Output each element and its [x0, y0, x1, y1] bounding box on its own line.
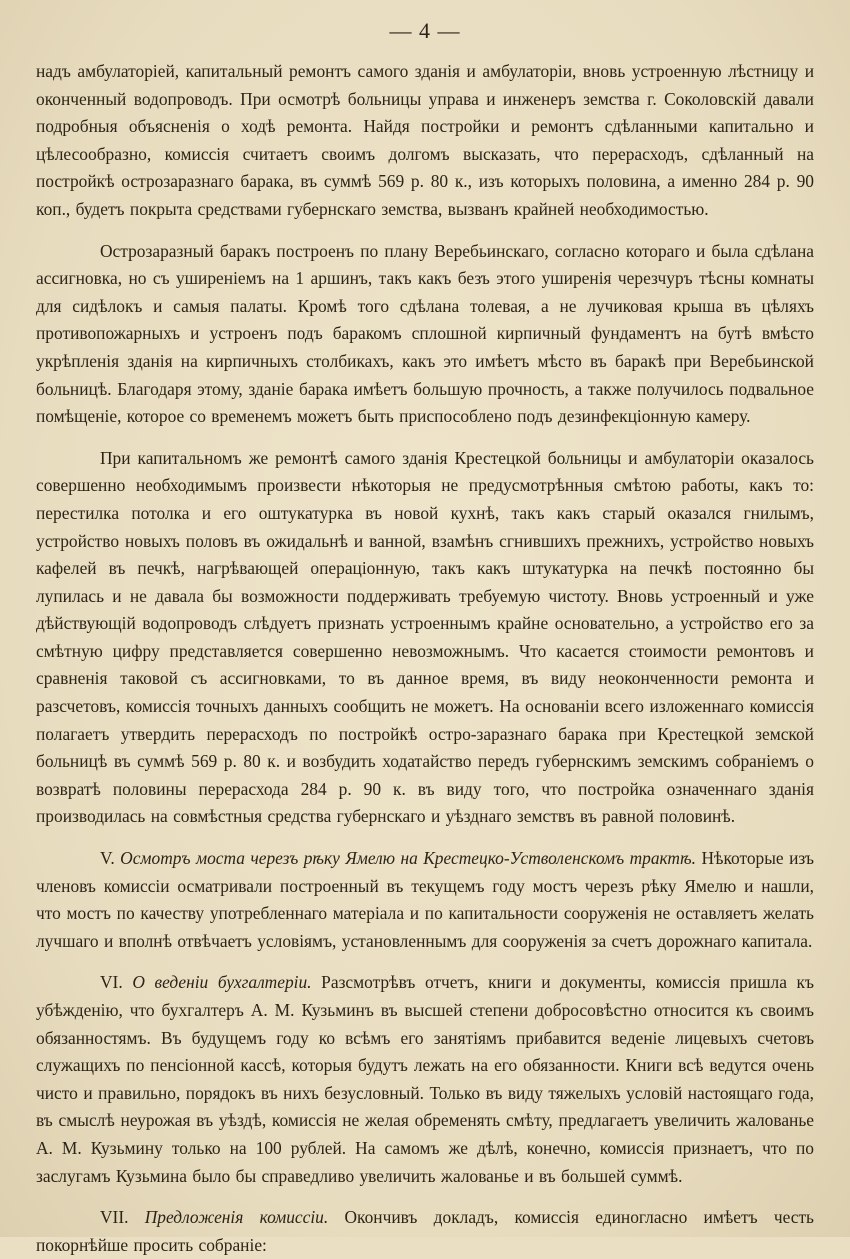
section-vii-text: Окончивъ докладъ, комиссія единогласно имѣетъ честь покорнѣйше просить собраніе: — [36, 1207, 814, 1255]
section-v-text: Нѣкоторые изъ членовъ комиссіи осматривали построенный въ текущемъ году мостъ черезъ рѣку Ямелю и нашли, что мостъ по качеству употребленнаго матеріала и по капитальности сооруженія не оставляетъ желать лучшаго и вполнѣ отвѣчаетъ условіямъ, установленнымъ для сооруженія за счетъ дорожнаго капитала. — [36, 848, 814, 951]
section-v-title: Осмотръ моста черезъ рѣку Ямелю на Крестецко-Устволенскомъ трактѣ. — [120, 848, 696, 869]
body-text — [36, 58, 814, 1259]
page-number: — 4 — — [389, 18, 461, 43]
section-vii — [36, 1204, 814, 1259]
section-vi-title: О веденіи бухгалтеріи. — [132, 972, 312, 993]
section-vii-title: Предложенія комиссіи. — [144, 1207, 329, 1228]
paragraph-continuation: надъ амбулаторіей, капитальный ремонтъ самого зданія и амбулаторіи, вновь устроенную лѣстницу и оконченный водопроводъ. При осмотрѣ больницы управа и инженеръ земства г. Соколовскій давали подробныя объясненія о ходѣ ремонта. Найдя постройки и ремонтъ сдѣланными капитально и цѣлесообразно, комиссія считаетъ своимъ долгомъ высказать, что перерасходъ, сдѣланный на постройкѣ острозаразнаго барака, въ суммѣ 569 р. 80 к., изъ которыхъ половина, а именно 284 р. 90 коп., будетъ покрыта средствами губернскаго земства, вызванъ крайней необходимостью. — [36, 61, 814, 219]
section-v-number: V. — [100, 848, 115, 869]
section-vi — [36, 969, 814, 1190]
section-vi-text: Разсмотрѣвъ отчетъ, книги и документы, комиссія пришла къ убѣжденію, что бухгалтеръ А. М. Кузьминъ въ высшей степени добросовѣстно относится къ своимъ обязанностямъ. Въ будущемъ году ко всѣмъ его занятіямъ прибавится веденіе лицевыхъ счетовъ служащихъ по пенсіонной кассѣ, которыя будутъ лежать на его обязанности. Книги всѣ ведутся очень чисто и правильно, порядокъ въ нихъ безусловный. Только въ виду тяжелыхъ условій настоящаго года, въ смыслѣ неурожая въ уѣздѣ, комиссія не желая обременять смѣту, предлагаетъ увеличить жалованье А. М. Кузьмину только на 100 рублей. На самомъ же дѣлѣ, конечно, комиссія признаетъ, что по заслугамъ Кузьмина было бы справедливо увеличить жалованье и въ большей суммѣ. — [36, 972, 814, 1186]
paragraph-barrack: Острозаразный баракъ построенъ по плану Веребьинскаго, согласно котораго и была сдѣлана ассигновка, но съ уширеніемъ на 1 аршинъ, такъ какъ безъ этого уширенія черезчуръ тѣсны комнаты для сидѣлокъ и самыя палаты. Кромѣ того сдѣлана толевая, а не лучиковая крыша въ цѣляхъ противопожарныхъ и устроенъ подъ баракомъ сплошной кирпичный фундаментъ на бутѣ вмѣсто укрѣпленія зданія на кирпичныхъ столбикахъ, какъ это имѣетъ мѣсто въ баракѣ при Веребьинской больницѣ. Благодаря этому, зданіе барака имѣетъ большую прочность, а также получилось подвальное помѣщеніе, которое со временемъ можетъ быть приспособлено подъ дезинфекціонную камеру. — [36, 240, 814, 427]
section-vi-number: VI. — [100, 972, 123, 993]
section-v — [36, 845, 814, 955]
paragraph-repair: При капитальномъ же ремонтѣ самого зданія Крестецкой больницы и амбулаторіи оказалось совершенно необходимымъ произвести нѣкоторыя не предусмотрѣнныя смѣтою работы, какъ то: перестилка потолка и его оштукатурка въ новой кухнѣ, такъ какъ старый оказался гнилымъ, устройство новыхъ половъ въ ожидальнѣ и ванной, взамѣнъ сгнившихъ прежнихъ, устройство новыхъ кафелей въ печкѣ, нагрѣвающей операціонную, такъ какъ штукатурка на печкѣ постоянно бы лупилась и не давала бы возможности поддерживать требуемую чистоту. Вновь устроенный и уже дѣйствующій водопроводъ слѣдуетъ признать устроеннымъ крайне основательно, а устройство его за смѣтную цифру представляется совершенно невозможнымъ. Что касается стоимости ремонтовъ и сравненія таковой съ ассигновками, то въ данное время, въ виду неоконченности ремонта и разсчетовъ, комиссія точныхъ данныхъ сообщить не можетъ. На основаніи всего изложеннаго комиссія полагаетъ утвердить перерасходъ по постройкѣ остро-заразнаго барака при Крестецкой земской больницѣ въ суммѣ 569 р. 80 к. и возбудить ходатайство передъ губернскимъ земскимъ собраніемъ о возвратѣ половины перерасхода 284 р. 90 к. въ виду того, что постройка означеннаго зданія производилась на совмѣстныя средства губернскаго и уѣзднаго земствъ въ равной половинѣ. — [36, 447, 814, 827]
section-vii-number: VII. — [100, 1207, 129, 1228]
